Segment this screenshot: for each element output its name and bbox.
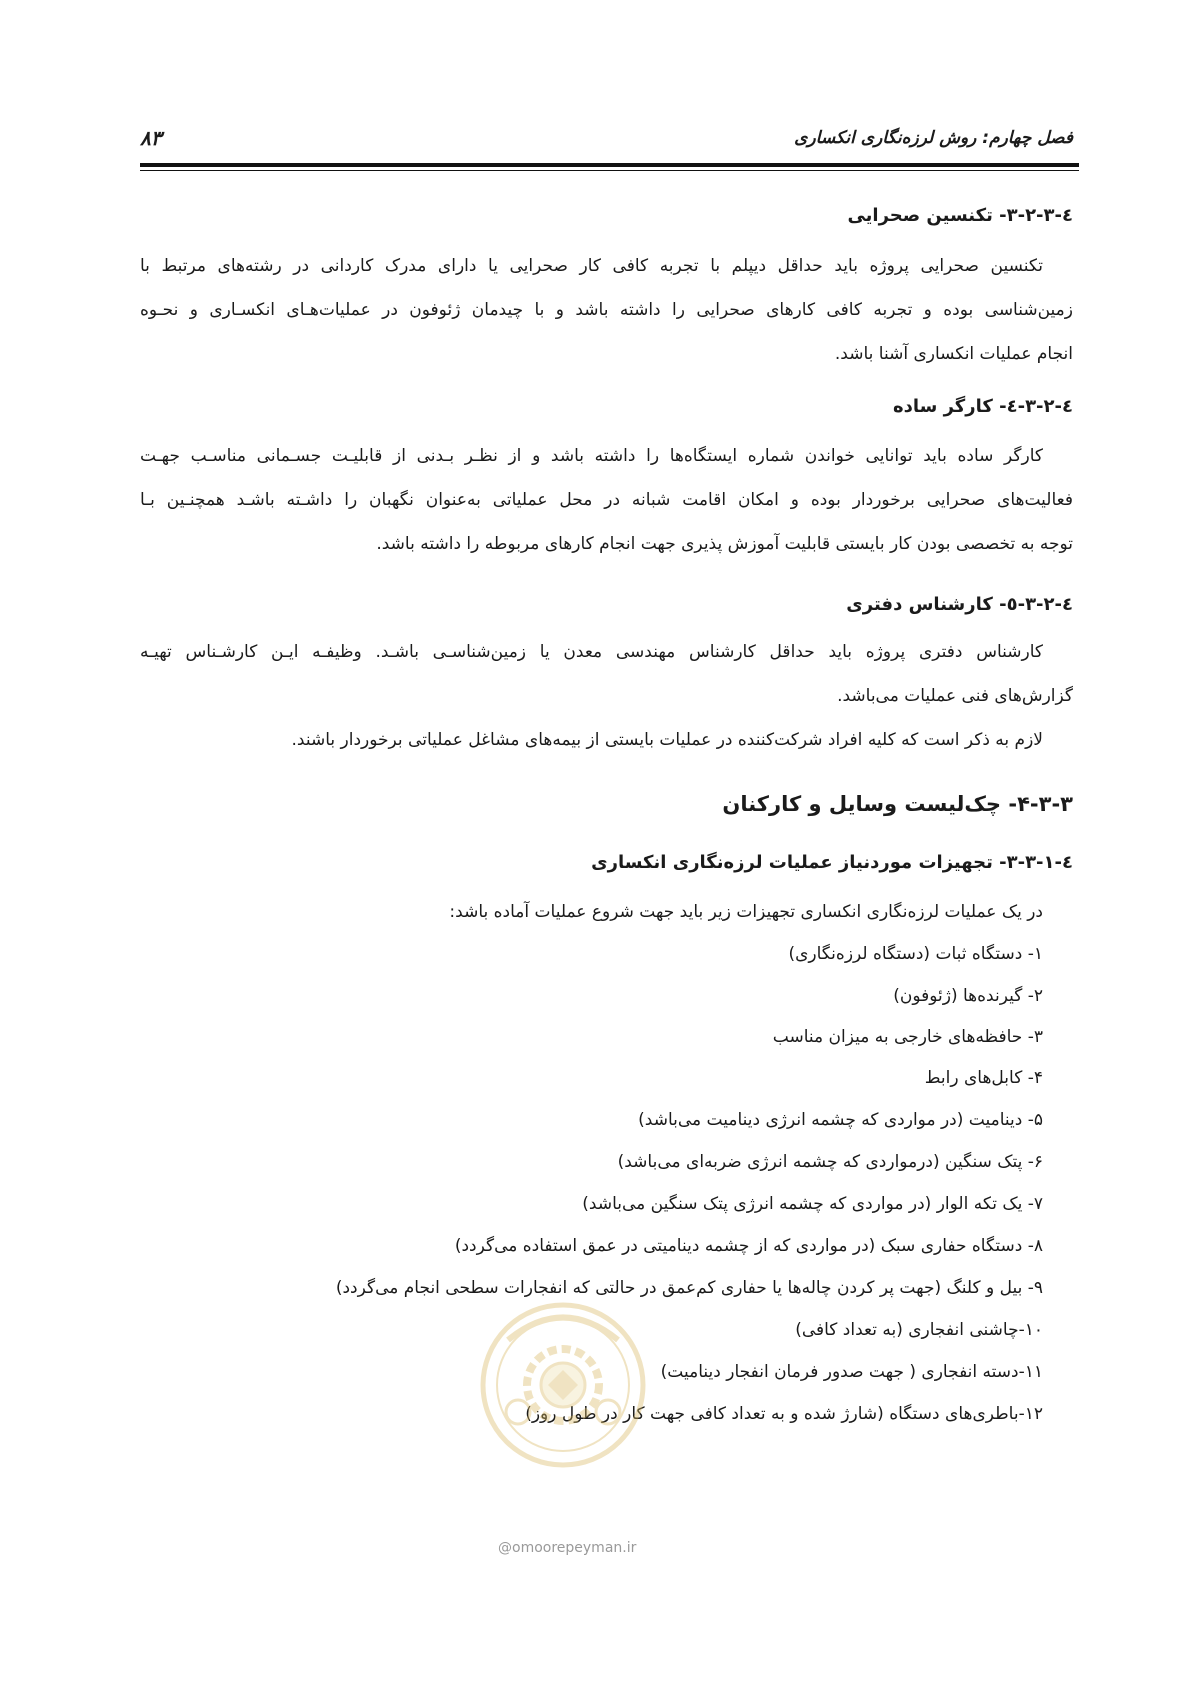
paragraph-line: کارشناس دفتری پروژه باید حداقل کارشناس مهندسی معدن یا زمین‌شناسـی باشـد. وظیفـه ایـن کارشـناس تهیـه [140, 642, 1043, 662]
equipment-intro: در یک عملیات لرزه‌نگاری انکساری تجهیزات زیر باید جهت شروع عملیات آماده باشد: [449, 902, 1043, 922]
section-heading-office-expert: ٤-۳-۲-٥- کارشناس دفتری [846, 594, 1073, 615]
list-item: ۱۱-دسته انفجاری ( جهت صدور فرمان انفجار دینامیت) [660, 1362, 1043, 1382]
list-item: ۸- دستگاه حفاری سبک (در مواردی که از چشمه دینامیتی در عمق استفاده می‌گردد) [454, 1236, 1043, 1256]
section-heading-simple-worker: ٤-۳-۲-٤- کارگر ساده [892, 396, 1073, 417]
paragraph-line: انجام عملیات انکساری آشنا باشد. [834, 344, 1073, 364]
list-item: ۹- بیل و کلنگ (جهت پر کردن چاله‌ها یا حفاری کم‌عمق در حالتی که انفجارات سطحی انجام می‌گردد) [335, 1278, 1043, 1298]
list-item: ۱- دستگاه ثبات (دستگاه لرزه‌نگاری) [788, 944, 1043, 964]
list-item: ۱۰-چاشنی انفجاری (به تعداد کافی) [795, 1320, 1043, 1340]
list-item: ۳- حافظه‌های خارجی به میزان مناسب [772, 1027, 1043, 1047]
paragraph-line: زمین‌شناسی بوده و تجربه کافی کارهای صحرایی را داشته باشد و با چیدمان ژئوفون در عملیات‌هـای انکسـاری و نحـوه [140, 300, 1073, 320]
running-title: فصل چهارم: روش لرزه‌نگاری انکساری [794, 128, 1073, 148]
paragraph-line: فعالیت‌های صحرایی برخوردار بوده و امکان اقامت شبانه در محل عملیاتی به‌عنوان نگهبان را داشـته باشـد همچنـین بـا [140, 490, 1073, 510]
watermark-seal-icon [478, 1300, 648, 1470]
paragraph-line: تکنسین صحرایی پروژه باید حداقل دیپلم با تجربه کافی کار صحرایی یا دارای مدرک کاردانی در رشته‌های مرتبط با [140, 256, 1043, 276]
list-item: ۷- یک تکه الوار (در مواردی که چشمه انرژی پتک سنگین می‌باشد) [582, 1194, 1043, 1214]
header-rule [140, 163, 1079, 167]
section-heading-field-technician: ٤-۳-۲-۳- تکنسین صحرایی [847, 205, 1073, 226]
watermark-text: @omoorepeyman.ir [498, 1540, 637, 1556]
paragraph-line: لازم به ذکر است که کلیه افراد شرکت‌کننده در عملیات بایستی از بیمه‌های مشاغل عملیاتی برخوردار باشند. [291, 730, 1043, 750]
list-item: ۵- دینامیت (در مواردی که چشمه انرژی دینامیت می‌باشد) [638, 1110, 1043, 1130]
paragraph-line: کارگر ساده باید توانایی خواندن شماره ایستگاه‌ها را داشته باشد و از نظـر بـدنی از قابلیـت جسـمانی مناسـب جهـت [140, 446, 1043, 466]
list-item: ۲- گیرنده‌ها (ژئوفون) [893, 986, 1043, 1006]
paragraph-line: گزارش‌های فنی عملیات می‌باشد. [837, 686, 1073, 706]
section-heading-checklist: ۴-۳-۳- چک‌لیست وسایل و کارکنان [722, 792, 1073, 816]
page-number: ۸۳ [140, 126, 162, 150]
section-heading-equipment: ٤-۳-۳-۱- تجهیزات موردنیاز عملیات لرزه‌نگاری انکساری [591, 852, 1073, 873]
list-item: ۶- پتک سنگین (درمواردی که چشمه انرژی ضربه‌ای می‌باشد) [617, 1152, 1043, 1172]
header-rule-thin [140, 170, 1079, 171]
paragraph-line: توجه به تخصصی بودن کار بایستی قابلیت آموزش پذیری جهت انجام کارهای مربوطه را داشته باشد. [376, 534, 1073, 554]
list-item: ۴- کابل‌های رابط [924, 1068, 1043, 1088]
list-item: ۱۲-باطری‌های دستگاه (شارژ شده و به تعداد کافی جهت کار در طول روز) [525, 1404, 1043, 1424]
